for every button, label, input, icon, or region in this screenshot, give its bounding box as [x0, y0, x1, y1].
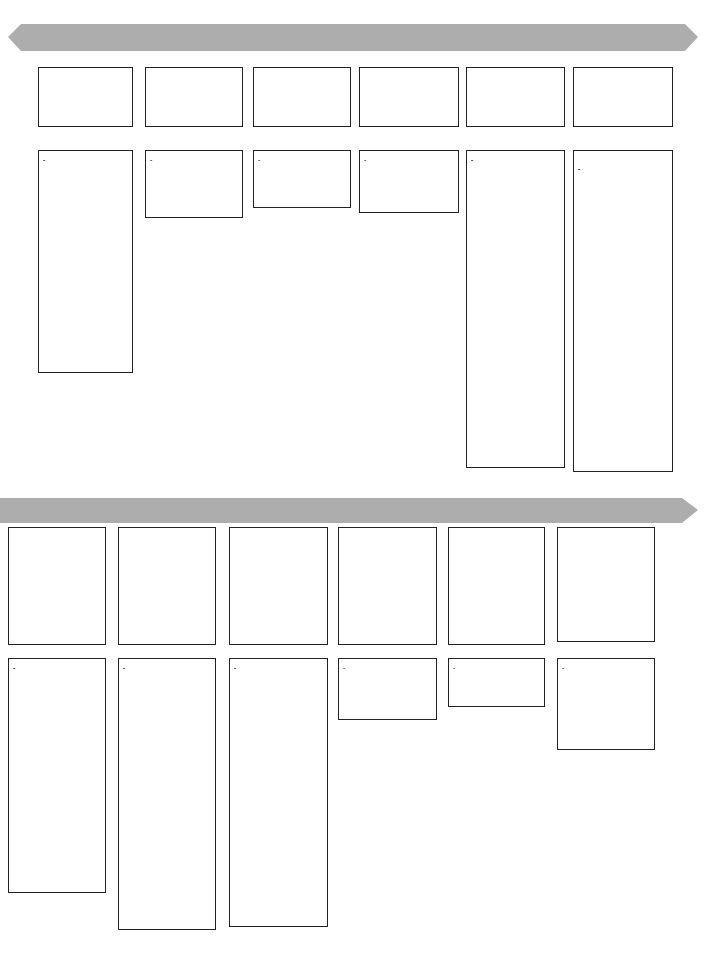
- changes-box: [359, 150, 459, 213]
- changes-box: [118, 658, 216, 930]
- changes-box: [145, 150, 243, 218]
- event-box: [8, 527, 106, 645]
- timeline-arrow-top: [8, 24, 698, 51]
- event-box: [448, 527, 545, 645]
- event-box: [229, 527, 328, 645]
- changes-box: [253, 150, 351, 208]
- timeline-arrow-bottom: [0, 498, 698, 523]
- event-box: [118, 527, 216, 645]
- event-box: [253, 67, 351, 127]
- changes-box: [338, 658, 437, 720]
- event-box: [338, 527, 437, 645]
- event-box: [573, 67, 673, 127]
- changes-box: [8, 658, 106, 893]
- changes-box: [448, 658, 545, 707]
- changes-box: [38, 150, 133, 373]
- changes-box: [229, 658, 328, 927]
- event-box: [359, 67, 459, 127]
- changes-box: [557, 658, 655, 750]
- changes-box: [466, 150, 565, 468]
- event-box: [557, 527, 655, 642]
- event-box: [466, 67, 565, 127]
- event-box: [38, 67, 133, 127]
- changes-box: [573, 150, 673, 472]
- event-box: [145, 67, 243, 127]
